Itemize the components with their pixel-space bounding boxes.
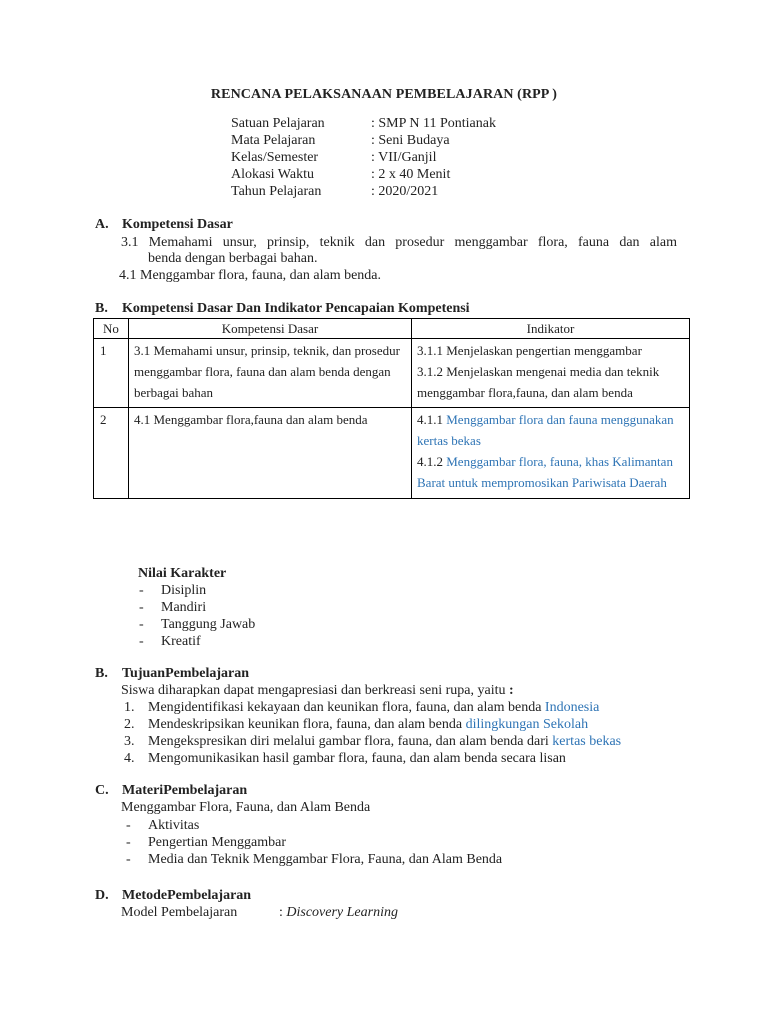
indicator-number: 4.1.1 bbox=[417, 412, 447, 428]
list-item: - Tanggung Jawab bbox=[139, 617, 256, 632]
table-row bbox=[94, 408, 690, 498]
kd-item-2: 4.1 Menggambar flora, fauna, dan alam benda. bbox=[119, 268, 382, 283]
list-item: - Kreatif bbox=[139, 634, 201, 649]
section-b1-heading bbox=[95, 300, 470, 317]
tujuan-list bbox=[124, 699, 621, 767]
list-item: - Disiplin bbox=[139, 583, 207, 598]
list-item: 1. Mengidentifikasi kekayaan dan keunikan flora, fauna, dan alam benda Indonesia bbox=[124, 700, 600, 715]
section-letter: B. bbox=[95, 301, 108, 316]
metode-value: Discovery Learning bbox=[286, 905, 398, 920]
list-item: 2. Mendeskripsikan keunikan flora, fauna, dan alam benda dilingkungan Sekolah bbox=[124, 717, 589, 732]
info-row bbox=[231, 166, 496, 183]
indicator-item: 3.1.2 Menjelaskan mengenai media dan teknik menggambar flora,fauna, dan alam benda bbox=[417, 363, 660, 400]
info-value: : 2 x 40 Menit bbox=[371, 167, 451, 182]
info-value: : SMP N 11 Pontianak bbox=[371, 116, 496, 131]
info-label: Mata Pelajaran bbox=[231, 133, 316, 148]
table-header: Kompetensi Dasar bbox=[129, 319, 412, 339]
indicator-item bbox=[417, 452, 684, 494]
indicator-number: 4.1.2 bbox=[417, 453, 447, 469]
metode-colon: : bbox=[279, 905, 287, 920]
section-title: MateriPembelajaran bbox=[122, 783, 248, 798]
row-number: 2 bbox=[94, 408, 129, 498]
section-title: Kompetensi Dasar Dan Indikator Pencapaian Kompetensi bbox=[122, 301, 470, 316]
tujuan-intro: Siswa diharapkan dapat mengapresiasi dan berkreasi seni rupa, yaitu : bbox=[121, 683, 514, 698]
table-header-row bbox=[94, 319, 690, 339]
row-indicator bbox=[412, 408, 690, 498]
table-row bbox=[94, 339, 690, 408]
indicator-item: 3.1.1 Menjelaskan pengertian menggambar bbox=[417, 343, 642, 358]
info-row bbox=[231, 183, 496, 200]
section-letter: B. bbox=[95, 666, 108, 681]
info-row bbox=[231, 115, 496, 132]
nilai-list bbox=[139, 582, 255, 650]
list-item: 3. Mengekspresikan diri melalui gambar flora, fauna, dan alam benda dari kertas bekas bbox=[124, 734, 622, 749]
table-header: Indikator bbox=[412, 319, 690, 339]
info-value: : VII/Ganjil bbox=[371, 150, 437, 165]
section-letter: C. bbox=[95, 783, 109, 798]
info-block bbox=[231, 115, 496, 200]
document-title: RENCANA PELAKSANAAN PEMBELAJARAN (RPP ) bbox=[210, 87, 558, 102]
section-title: MetodePembelajaran bbox=[122, 888, 252, 903]
section-d-heading bbox=[95, 887, 251, 904]
info-row bbox=[231, 149, 496, 166]
info-value: : Seni Budaya bbox=[371, 133, 450, 148]
list-item: 4. Mengomunikasikan hasil gambar flora, fauna, dan alam benda secara lisan bbox=[124, 751, 566, 766]
section-letter: D. bbox=[95, 888, 109, 903]
indicator-item bbox=[417, 410, 684, 452]
info-label: Tahun Pelajaran bbox=[231, 184, 322, 199]
row-kd: 4.1 Menggambar flora,fauna dan alam benda bbox=[129, 408, 412, 498]
row-number: 1 bbox=[94, 339, 129, 408]
list-item: - Mandiri bbox=[139, 600, 207, 615]
info-row bbox=[231, 132, 496, 149]
list-item: - Media dan Teknik Menggambar Flora, Fauna, dan Alam Benda bbox=[126, 852, 503, 867]
table-header: No bbox=[94, 319, 129, 339]
materi-list bbox=[126, 817, 502, 868]
indicator-text: Menggambar flora dan fauna menggunakan kertas bekas bbox=[417, 412, 674, 449]
section-c-heading bbox=[95, 782, 247, 799]
kd-indicator-table bbox=[93, 318, 690, 499]
section-a-heading bbox=[95, 216, 233, 233]
metode-label: Model Pembelajaran bbox=[121, 905, 238, 920]
section-letter: A. bbox=[95, 217, 109, 232]
list-item: - Aktivitas bbox=[126, 818, 200, 833]
section-title: Kompetensi Dasar bbox=[122, 217, 233, 232]
info-label: Kelas/Semester bbox=[231, 150, 319, 165]
materi-intro: Menggambar Flora, Fauna, dan Alam Benda bbox=[121, 800, 371, 815]
metode-row bbox=[121, 904, 398, 921]
info-value: : 2020/2021 bbox=[371, 184, 439, 199]
kd-item-1: 3.1 Memahami unsur, prinsip, teknik dan prosedur menggambar flora, fauna dan alam bbox=[121, 235, 677, 250]
kd-item-1-cont: benda dengan berbagai bahan. bbox=[148, 251, 318, 266]
section-b2-heading bbox=[95, 665, 249, 682]
info-label: Alokasi Waktu bbox=[231, 167, 314, 182]
indicator-text: Menggambar flora, fauna, khas Kalimantan Barat untuk mempromosikan Pariwisata Daerah bbox=[417, 453, 673, 490]
list-item: - Pengertian Menggambar bbox=[126, 835, 287, 850]
nilai-karakter-title: Nilai Karakter bbox=[138, 566, 227, 581]
section-title: TujuanPembelajaran bbox=[122, 666, 250, 681]
row-kd: 3.1 Memahami unsur, prinsip, teknik, dan prosedur menggambar flora, fauna dan alam benda dengan berbagai bahan bbox=[129, 339, 412, 408]
info-label: Satuan Pelajaran bbox=[231, 116, 325, 131]
row-indicator bbox=[412, 339, 690, 408]
